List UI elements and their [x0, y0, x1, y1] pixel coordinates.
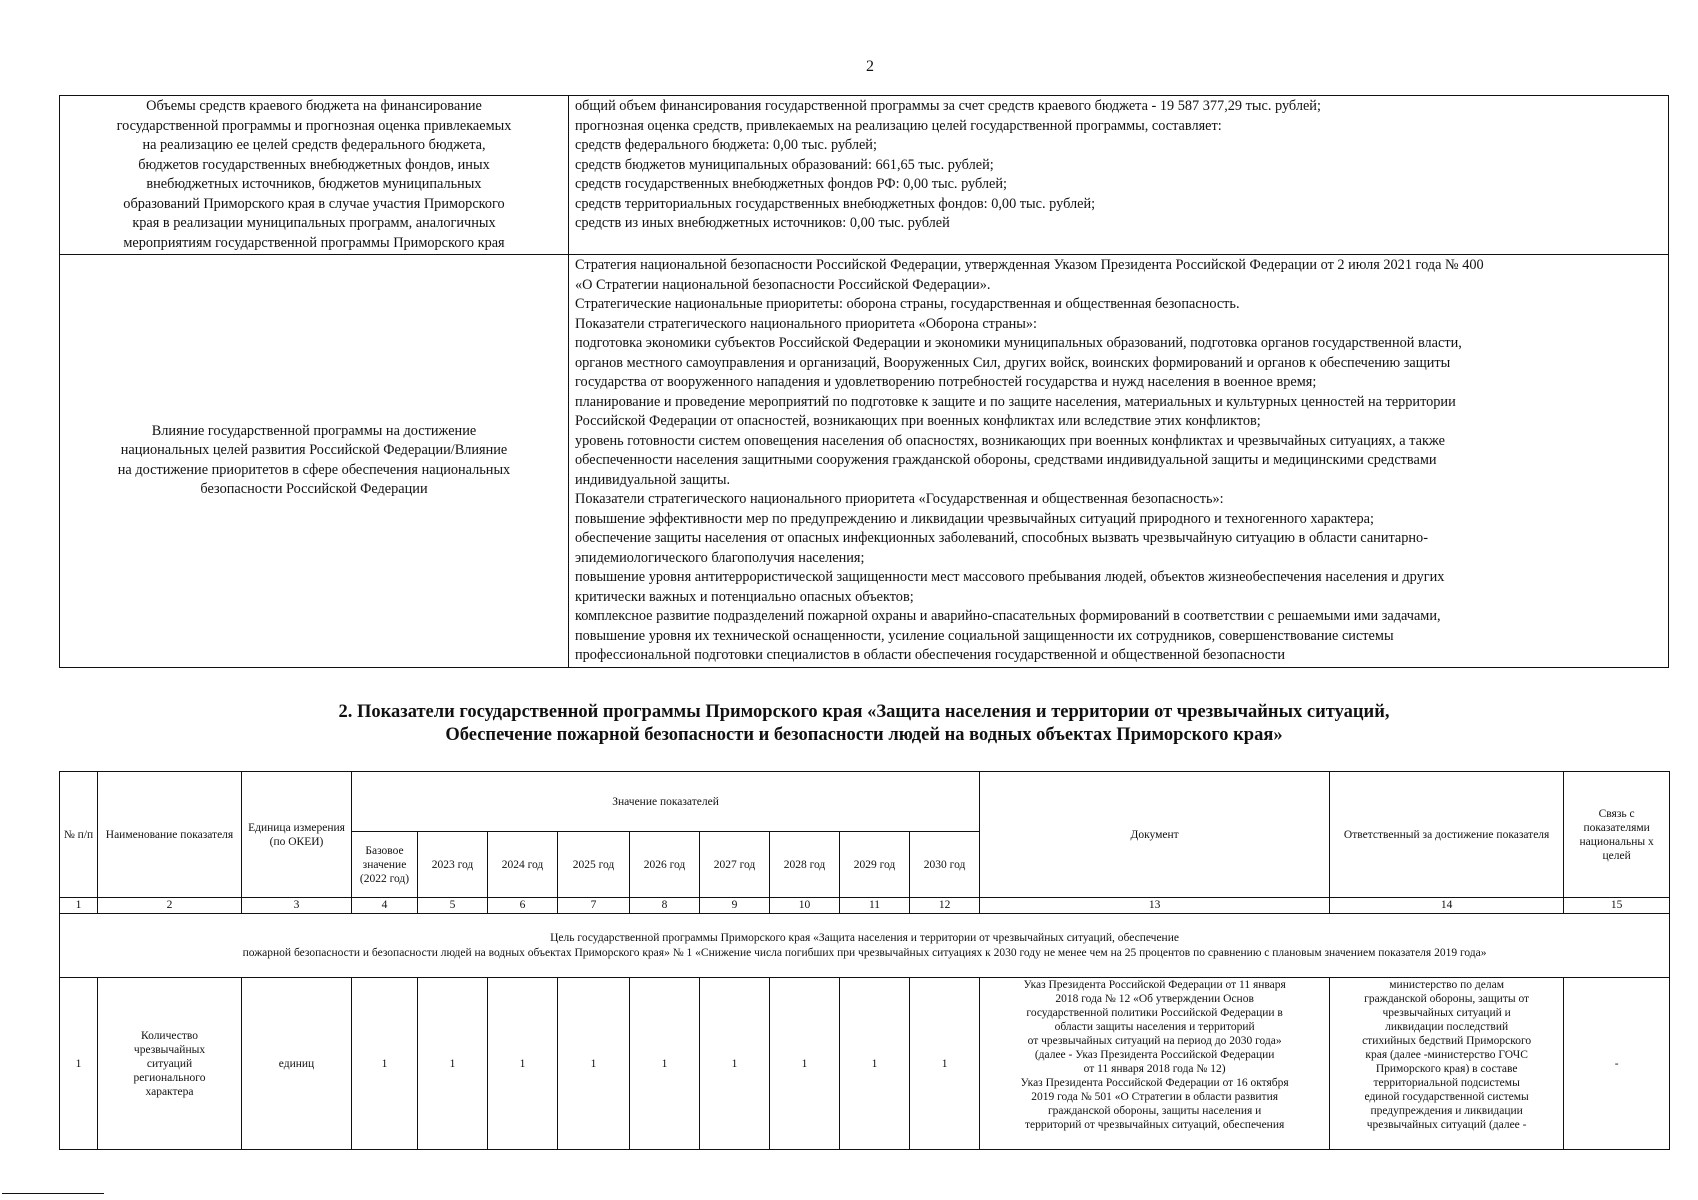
influence-row: [60, 255, 1669, 668]
header-year: 2029 год: [840, 832, 910, 898]
text-line: индивидуальной защиты.: [575, 471, 731, 488]
header-values-group: Значение показателей: [352, 772, 980, 832]
text-line: территориальной подсистемы: [1373, 1077, 1520, 1089]
section-title: [59, 701, 1669, 747]
row-base-value: 1: [352, 978, 418, 1150]
header-year: 2024 год: [488, 832, 558, 898]
row-year-value: 1: [488, 978, 558, 1150]
text-line: от чрезвычайных ситуаций на период до 2030 года»: [1027, 1035, 1282, 1047]
text-line: ситуаций: [146, 1057, 193, 1070]
text-line: (далее - Указ Президента Российской Федерации: [1034, 1049, 1275, 1061]
text-line: стихийных бедствий Приморского: [1362, 1035, 1532, 1047]
row-year-value: 1: [770, 978, 840, 1150]
text-line: государственной программы и прогнозная оценка привлекаемых: [116, 117, 512, 134]
row-national-goal-link: -: [1564, 978, 1670, 1150]
text-line: Показатели стратегического национального приоритета «Оборона страны»:: [575, 315, 1037, 332]
row-year-value: 1: [630, 978, 700, 1150]
text-line: Влияние государственной программы на достижение: [151, 422, 477, 439]
text-line: Российской Федерации от опасностей, возникающих при военных конфликтах или вследствие этих конфликтов;: [575, 413, 1261, 429]
text-line: Цель государственной программы Приморского края «Защита населения и территории от чрезвычайных ситуаций, обеспечение: [550, 931, 1179, 944]
row-document: [980, 978, 1330, 1150]
text-line: единой государственной системы: [1364, 1091, 1529, 1103]
text-line: ликвидации последствий: [1385, 1021, 1509, 1033]
text-line: мероприятиям государственной программы Приморского края: [123, 234, 505, 251]
column-number: 4: [352, 898, 418, 914]
text-line: края в реализации муниципальных программ, аналогичных: [132, 215, 496, 231]
text-line: обеспеченности населения защитными сооружения гражданской обороны, средствами индивидуальной защиты и медицинскими средствами: [575, 452, 1437, 468]
header-responsible: Ответственный за достижение показателя: [1330, 772, 1564, 898]
header-name: Наименование показателя: [98, 772, 242, 898]
influence-value: [575, 256, 1662, 666]
text-line: Приморского края) в составе: [1375, 1063, 1518, 1075]
header-link: Связь с показателями национальны х целей: [1564, 772, 1670, 898]
header-base: Базовое значение (2022 год): [352, 832, 418, 898]
row-year-value: 1: [558, 978, 630, 1150]
text-line: 2018 года № 12 «Об утверждении Основ: [1055, 993, 1254, 1005]
column-number: 5: [418, 898, 488, 914]
text-line: комплексное развитие подразделений пожарной охраны и аварийно-спасательных формирований в соответствии с решаемыми ими задачами,: [575, 608, 1441, 624]
budget-row: [60, 96, 1669, 255]
text-line: области защиты населения и территорий: [1054, 1021, 1255, 1033]
text-line: Указ Президента Российской Федерации от 11 января: [1023, 979, 1286, 991]
text-line: подготовка экономики субъектов Российской Федерации и экономики муниципальных образований, подготовка органов государственной власти,: [575, 335, 1462, 351]
text-line: от 11 января 2018 года № 12): [1083, 1063, 1226, 1075]
goal-row: [60, 914, 1670, 978]
text-line: средств государственных внебюджетных фондов РФ: 0,00 тыс. рублей;: [575, 176, 1008, 192]
text-line: повышение уровня их технической оснащенности, усиление социальной защищенности их сотрудников, совершенствование системы: [575, 627, 1394, 644]
program-passport-table: [59, 95, 1669, 668]
row-responsible: [1330, 978, 1564, 1150]
header-year: 2028 год: [770, 832, 840, 898]
column-number: 11: [840, 898, 910, 914]
text-line: Указ Президента Российской Федерации от 16 октября: [1020, 1077, 1289, 1089]
text-line: профессиональной подготовки специалистов в области обеспечения государственной и общественной безопасности: [575, 647, 1286, 663]
text-line: государства от вооруженного нападения и удовлетворению потребностей государства и нужд населения в военное время;: [575, 374, 1317, 390]
column-number: 9: [700, 898, 770, 914]
text-line: органов местного самоуправления и организаций, Вооруженных Сил, других войск, воинских формирований и органов к обеспечению защиты: [575, 354, 1451, 371]
text-line: образований Приморского края в случае участия Приморского: [123, 195, 505, 212]
text-line: безопасности Российской Федерации: [200, 481, 428, 498]
text-line: средств бюджетов муниципальных образований: 661,65 тыс. рублей;: [575, 156, 994, 173]
text-line: Количество: [141, 1029, 198, 1042]
header-unit: Единица измерения (по ОКЕИ): [242, 772, 352, 898]
text-line: министерство по делам: [1389, 979, 1504, 991]
column-number: 6: [488, 898, 558, 914]
text-line: на достижение приоритетов в сфере обеспечения национальных: [117, 461, 511, 478]
row-year-value: 1: [840, 978, 910, 1150]
text-line: планирование и проведение мероприятий по подготовке к защите и по защите населения, материальных и культурных ценностей на территории: [575, 393, 1456, 410]
header-year: 2025 год: [558, 832, 630, 898]
indicator-row: [60, 978, 1670, 1150]
text-line: уровень готовности систем оповещения населения об опасностях, возникающих при военных конфликтах и чрезвычайных ситуациях, а также: [575, 432, 1445, 449]
text-line: Обеспечение пожарной безопасности и безопасности людей на водных объектах Приморского края»: [445, 725, 1283, 745]
text-line: государственной политики Российской Федерации в: [1026, 1007, 1283, 1019]
text-line: средств территориальных государственных внебюджетных фондов: 0,00 тыс. рублей;: [575, 195, 1096, 212]
text-line: территорий от чрезвычайных ситуаций, обеспечения: [1024, 1119, 1285, 1131]
text-line: чрезвычайных: [133, 1043, 206, 1056]
influence-label-cell: [60, 255, 569, 668]
influence-label: [66, 422, 562, 500]
row-unit: единиц: [242, 978, 352, 1150]
text-line: Стратегия национальной безопасности Российской Федерации, утвержденная Указом Президента Российской Федерации от 2 июля 2021 года № 400: [575, 257, 1484, 273]
header-year: 2026 год: [630, 832, 700, 898]
row-year-value: 1: [700, 978, 770, 1150]
column-number: 14: [1330, 898, 1564, 914]
budget-value-cell: [569, 96, 1669, 255]
budget-label: [66, 97, 562, 253]
influence-value-cell: [569, 255, 1669, 668]
page-number: 2: [866, 58, 874, 75]
text-line: «О Стратегии национальной безопасности Российской Федерации».: [575, 276, 991, 293]
text-line: чрезвычайных ситуаций и: [1382, 1007, 1511, 1019]
text-line: средств федерального бюджета: 0,00 тыс. рублей;: [575, 137, 877, 153]
row-name: [98, 978, 242, 1150]
budget-value: [575, 97, 1662, 234]
text-line: средств из иных внебюджетных источников: 0,00 тыс. рублей: [575, 215, 950, 231]
text-line: общий объем финансирования государственной программы за счет средств краевого бюджета - 19 587 377,29 тыс. рублей;: [575, 98, 1321, 114]
text-line: 2019 года № 501 «О Стратегии в области развития: [1031, 1091, 1279, 1103]
text-line: пожарной безопасности и безопасности людей на водных объектах Приморского края» № 1 «Снижение числа погибших при чрезвычайных ситуациях к 2030 году не менее чем на 25 процентов по сравнению с плановым значением показателя 2019 года»: [242, 946, 1487, 959]
row-year-value: 1: [418, 978, 488, 1150]
text-line: гражданской обороны, защиты от: [1364, 993, 1530, 1005]
footnote-separator: [2, 1193, 104, 1194]
column-number-row: [60, 898, 1670, 914]
column-number: 12: [910, 898, 980, 914]
text-line: внебюджетных источников, бюджетов муниципальных: [146, 176, 482, 192]
text-line: края (далее -министерство ГОЧС: [1365, 1049, 1528, 1061]
text-line: повышение эффективности мер по предупреждению и ликвидации чрезвычайных ситуаций природного и техногенного характера;: [575, 510, 1374, 527]
column-number: 7: [558, 898, 630, 914]
text-line: чрезвычайных ситуаций (далее -: [1366, 1119, 1527, 1131]
header-year: 2027 год: [700, 832, 770, 898]
header-document: Документ: [980, 772, 1330, 898]
header-year: 2030 год: [910, 832, 980, 898]
column-number: 2: [98, 898, 242, 914]
header-num: № п/п: [60, 772, 98, 898]
text-line: характера: [145, 1085, 194, 1098]
text-line: 2. Показатели государственной программы Приморского края «Защита населения и территории от чрезвычайных ситуаций,: [338, 702, 1390, 722]
text-line: эпидемиологического благополучия населения;: [575, 549, 865, 566]
text-line: Объемы средств краевого бюджета на финансирование: [146, 98, 482, 114]
column-number: 8: [630, 898, 700, 914]
text-line: обеспечение защиты населения от опасных инфекционных заболеваний, способных вызвать чрезвычайную ситуацию в области санитарно-: [575, 530, 1428, 546]
text-line: критически важных и потенциально опасных объектов;: [575, 588, 914, 605]
text-line: повышение уровня антитеррористической защищенности мест массового пребывания людей, объектов жизнеобеспечения населения и других: [575, 569, 1445, 585]
column-number: 15: [1564, 898, 1670, 914]
text-line: предупреждения и ликвидации: [1370, 1105, 1523, 1117]
header-row-1: [60, 772, 1670, 832]
text-line: на реализацию ее целей средств федерального бюджета,: [142, 137, 486, 153]
text-line: Стратегические национальные приоритеты: оборона страны, государственная и общественная безопасность.: [575, 296, 1240, 312]
column-number: 13: [980, 898, 1330, 914]
column-number: 3: [242, 898, 352, 914]
text-line: Показатели стратегического национального приоритета «Государственная и общественная безопасность»:: [575, 491, 1224, 507]
text-line: национальных целей развития Российской Федерации/Влияние: [120, 442, 508, 459]
budget-label-cell: [60, 96, 569, 255]
row-year-value: 1: [910, 978, 980, 1150]
goal-text: [60, 914, 1670, 978]
indicators-table: [59, 771, 1670, 1150]
text-line: гражданской обороны, защиты населения и: [1047, 1105, 1262, 1117]
text-line: прогнозная оценка средств, привлекаемых на реализацию целей государственной программы, составляет:: [575, 117, 1222, 134]
column-number: 1: [60, 898, 98, 914]
text-line: регионального: [133, 1071, 206, 1084]
row-num: 1: [60, 978, 98, 1150]
header-year: 2023 год: [418, 832, 488, 898]
column-number: 10: [770, 898, 840, 914]
text-line: бюджетов государственных внебюджетных фондов, иных: [138, 156, 490, 173]
